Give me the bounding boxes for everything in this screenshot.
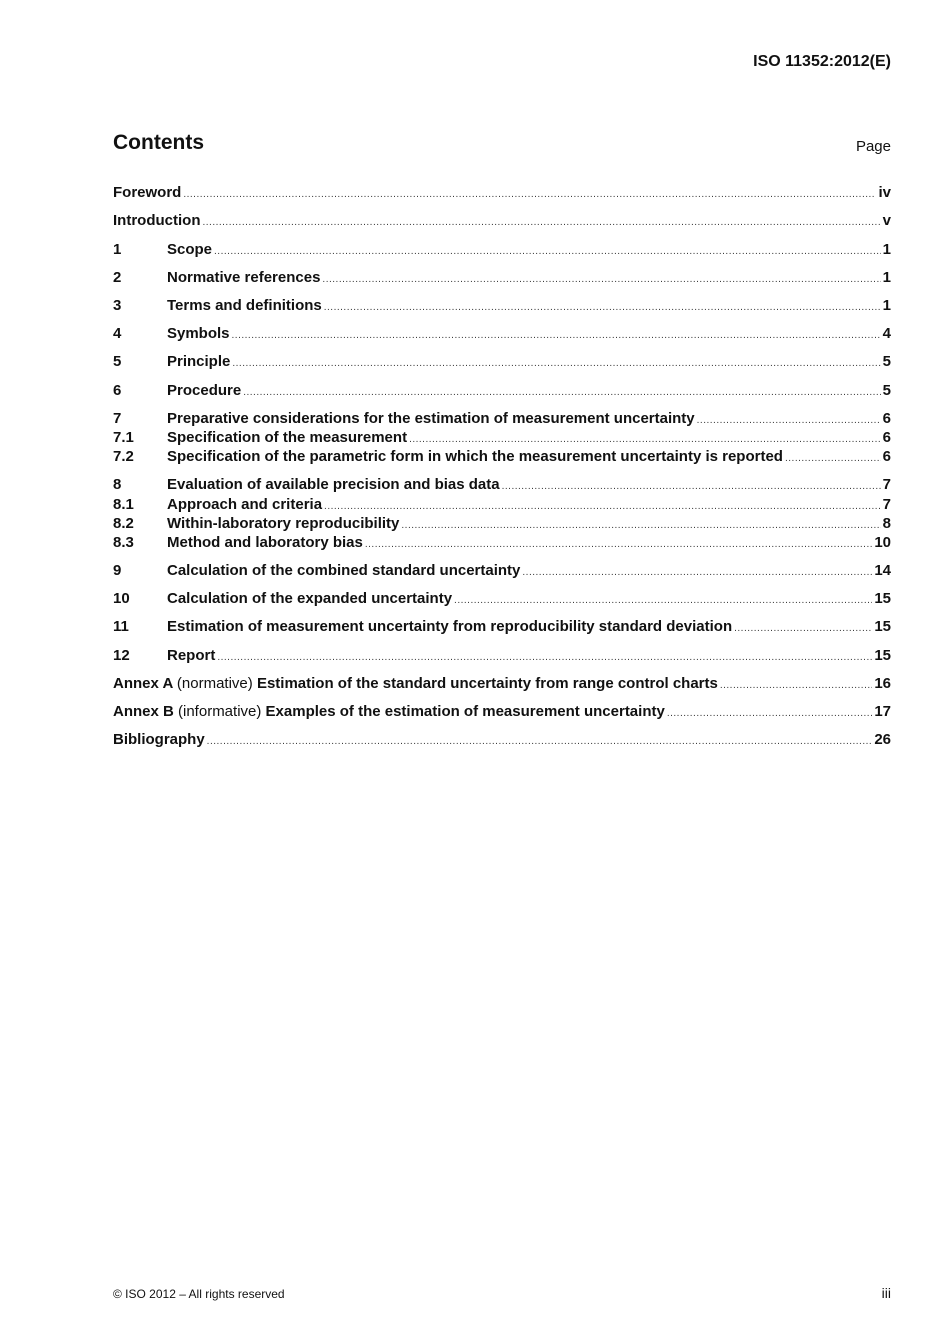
toc-entry-number: 1: [113, 241, 122, 258]
toc-entry[interactable]: [113, 428, 891, 447]
toc-entry-leader: [785, 449, 881, 468]
toc-entry[interactable]: [113, 646, 891, 665]
toc-entry-page: 1: [882, 297, 891, 314]
toc-entry-leader: [454, 591, 872, 610]
toc-entry-title-group: [167, 381, 241, 400]
toc-entry-title: Examples of the estimation of measurement uncertainty: [265, 703, 665, 720]
toc-entry-title-group: [167, 324, 230, 343]
toc-entry-title: Symbols: [167, 325, 230, 342]
toc-entry-title-group: [167, 495, 322, 514]
toc-entry-title-group: [113, 674, 718, 693]
standard-id: ISO 11352:2012(E): [753, 53, 891, 70]
toc-entry-page: 4: [882, 325, 891, 342]
toc-entry-title: Estimation of the standard uncertainty from range control charts: [256, 675, 718, 692]
toc-entry-page: 1: [882, 241, 891, 258]
toc-entry[interactable]: [113, 409, 891, 428]
toc-entry-title: Procedure: [167, 382, 242, 399]
toc-entry-title-group: [167, 561, 520, 580]
toc-entry-title: Approach and criteria: [167, 496, 323, 513]
toc-entry-title-group: [113, 183, 181, 202]
toc-entry-number: 8: [113, 476, 122, 493]
toc-entry[interactable]: [113, 702, 891, 721]
toc-entry-title-group: [113, 730, 205, 749]
toc-entry-page: 15: [874, 647, 891, 664]
toc-entry[interactable]: [113, 589, 891, 608]
toc-entry-leader: [243, 383, 880, 402]
toc-entry-annex-label: Annex A: [113, 675, 173, 692]
toc-entry[interactable]: [113, 561, 891, 580]
toc-entry-leader: [667, 704, 872, 723]
toc-entry-title-group: [167, 514, 399, 533]
toc-entry[interactable]: [113, 495, 891, 514]
toc-entry[interactable]: [113, 674, 891, 693]
toc-entry-title: Report: [167, 647, 216, 664]
toc-entry[interactable]: [113, 296, 891, 315]
toc-entry[interactable]: [113, 381, 891, 400]
toc-entry-page: 7: [882, 496, 891, 513]
toc-entry[interactable]: [113, 324, 891, 343]
toc-entry-title: Preparative considerations for the estimation of measurement uncertainty: [167, 410, 695, 427]
toc-entry-leader: [324, 298, 881, 317]
toc-entry-number: 9: [113, 562, 122, 579]
toc-entry[interactable]: [113, 730, 891, 749]
toc-entry-number: 4: [113, 325, 122, 342]
toc-entry-page: 5: [882, 382, 891, 399]
toc-entry-title-group: [167, 268, 320, 287]
toc-entry-number: 7: [113, 410, 122, 427]
toc-entry-leader: [232, 326, 881, 345]
toc-entry-leader: [365, 535, 872, 554]
toc-entry-page: 10: [874, 534, 891, 551]
toc-entry[interactable]: [113, 183, 891, 202]
toc-entry-leader: [734, 619, 872, 638]
toc-entry-title-group: [167, 296, 322, 315]
toc-entry[interactable]: [113, 533, 891, 552]
toc-entry-number: 7.2: [113, 448, 134, 465]
toc-entry-page: 1: [882, 269, 891, 286]
toc-entry-title-group: [167, 617, 732, 636]
toc-entry-number: 10: [113, 590, 130, 607]
toc-entry-annex-type: (normative): [176, 675, 253, 692]
toc-entry-title: Specification of the parametric form in which the measurement uncertainty is reported: [167, 448, 783, 465]
footer-copyright: © ISO 2012 – All rights reserved: [113, 1287, 285, 1301]
toc-entry-leader: [214, 242, 881, 261]
toc-entry-title: Foreword: [113, 184, 182, 201]
toc-entry-page: 8: [882, 515, 891, 532]
toc-entry-leader: [202, 213, 880, 232]
toc-entry-title: Calculation of the combined standard uncertainty: [167, 562, 521, 579]
toc-entry-page: 15: [874, 590, 891, 607]
page-column-label: Page: [855, 138, 891, 155]
toc-entry-title-group: [167, 589, 452, 608]
toc-entry-title: Bibliography: [113, 731, 205, 748]
toc-entry-title-group: [167, 428, 407, 447]
toc-entry-number: 2: [113, 269, 122, 286]
toc-entry-page: 15: [874, 618, 891, 635]
toc-entry-title: Scope: [167, 241, 213, 258]
toc-entry-number: 5: [113, 353, 122, 370]
toc-entry-title: Calculation of the expanded uncertainty: [167, 590, 453, 607]
toc-entry-title-group: [113, 702, 665, 721]
toc-entry-title: Evaluation of available precision and bias data: [167, 476, 500, 493]
toc-entry[interactable]: [113, 268, 891, 287]
toc-entry-number: 8.2: [113, 515, 134, 532]
toc-entry-number: 8.1: [113, 496, 134, 513]
toc-entry[interactable]: [113, 211, 891, 230]
toc-entry-leader: [322, 270, 880, 289]
toc-entry-title-group: [167, 447, 783, 466]
toc-entry-annex-label: Annex B: [113, 703, 174, 720]
toc-entry[interactable]: [113, 475, 891, 494]
toc-entry-title: Estimation of measurement uncertainty from reproducibility standard deviation: [167, 618, 733, 635]
toc-entry-number: 8.3: [113, 534, 134, 551]
contents-title: Contents: [113, 131, 204, 154]
toc-entry-page: 26: [874, 731, 891, 748]
toc-entry-page: 16: [874, 675, 891, 692]
toc-entry-leader: [232, 354, 880, 373]
toc-entry-number: 7.1: [113, 429, 134, 446]
toc-entry-title: Specification of the measurement: [167, 429, 408, 446]
toc-entry-page: 5: [882, 353, 891, 370]
toc-entry-title: Principle: [167, 353, 231, 370]
toc-entry-title-group: [113, 211, 200, 230]
toc-entry[interactable]: [113, 352, 891, 371]
toc-entry-page: v: [882, 212, 891, 229]
toc-entry[interactable]: [113, 514, 891, 533]
toc-entry-title: Terms and definitions: [167, 297, 322, 314]
toc-entry-page: 6: [882, 429, 891, 446]
toc-entry-title: Normative references: [167, 269, 321, 286]
toc-entry-leader: [522, 563, 872, 582]
toc-entry-title-group: [167, 409, 695, 428]
toc-entry-title: Introduction: [113, 212, 201, 229]
toc-entry-number: 3: [113, 297, 122, 314]
toc-entry-title-group: [167, 475, 500, 494]
toc-entry-number: 12: [113, 647, 130, 664]
toc-entry-leader: [720, 676, 872, 695]
toc-entry-title: Method and laboratory bias: [167, 534, 363, 551]
toc-entry-title-group: [167, 646, 215, 665]
toc-entry-title: Within-laboratory reproducibility: [167, 515, 400, 532]
toc-entry-page: 6: [882, 448, 891, 465]
toc-entry[interactable]: [113, 240, 891, 259]
toc-entry-number: 11: [113, 618, 129, 635]
toc-entry-annex-type: (informative): [178, 703, 262, 720]
toc-entry-page: iv: [878, 184, 891, 201]
toc-entry[interactable]: [113, 617, 891, 636]
footer-page-number: iii: [881, 1285, 891, 1301]
toc-entry[interactable]: [113, 447, 891, 466]
toc-entry-page: 7: [882, 476, 891, 493]
toc-entry-number: 6: [113, 382, 122, 399]
toc-entry-page: 6: [882, 410, 891, 427]
toc-entry-leader: [207, 732, 873, 751]
toc-entry-title-group: [167, 240, 212, 259]
toc-entry-leader: [217, 648, 872, 667]
toc-entry-page: 14: [874, 562, 891, 579]
toc-entry-leader: [183, 185, 876, 204]
toc-entry-leader: [502, 477, 881, 496]
toc-entry-page: 17: [874, 703, 891, 720]
toc-entry-title-group: [167, 352, 230, 371]
toc-entry-title-group: [167, 533, 363, 552]
